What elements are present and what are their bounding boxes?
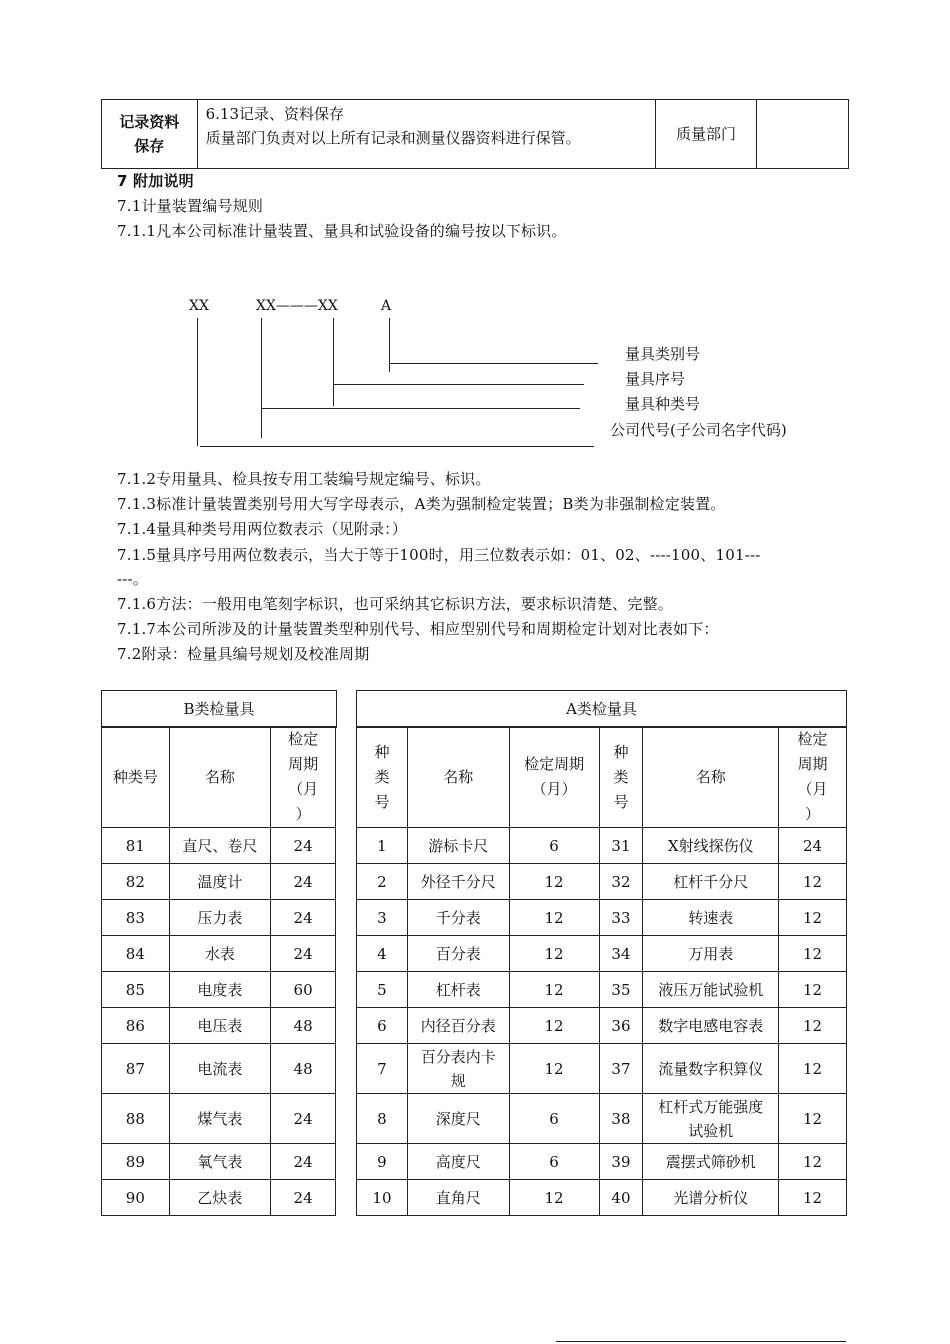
b-table-cell: 直尺、卷尺 bbox=[169, 828, 271, 864]
a-table-cell: 6 bbox=[357, 1008, 408, 1044]
a-table-cell: 7 bbox=[357, 1044, 408, 1094]
table-row bbox=[102, 1008, 336, 1044]
b-header-cell: 名称 bbox=[169, 727, 271, 828]
b-table-cell: 83 bbox=[102, 900, 170, 936]
record-content: 质量部门负责对以上所有记录和测量仪器资料进行保管。 bbox=[205, 129, 581, 147]
b-table-cell: 86 bbox=[102, 1008, 170, 1044]
a-header-cell: 名称 bbox=[643, 727, 779, 828]
rule-7-1-2: 7.1.2专用量具、检具按专用工装编号规定编号、标识。 bbox=[117, 470, 491, 488]
a-table-cell: 12 bbox=[509, 1180, 599, 1216]
a-table-cell: 36 bbox=[599, 1008, 643, 1044]
a-table-cell: 24 bbox=[779, 828, 847, 864]
record-row bbox=[102, 100, 849, 169]
record-label: 记录资料保存 bbox=[119, 113, 180, 155]
table-row bbox=[102, 1180, 336, 1216]
table-row bbox=[102, 972, 336, 1008]
b-table-cell: 48 bbox=[271, 1044, 336, 1094]
rule-7-1-5: 7.1.5量具序号用两位数表示，当大于等于100时，用三位数表示如：01、02、----100、101--- bbox=[117, 546, 761, 564]
b-table-cell: 85 bbox=[102, 972, 170, 1008]
a-table-cell: 12 bbox=[509, 864, 599, 900]
a-table-cell: 12 bbox=[509, 1044, 599, 1094]
a-table-cell: 12 bbox=[779, 1008, 847, 1044]
a-table-cell: 外径千分尺 bbox=[407, 864, 509, 900]
a-table-cell: 流量数字积算仪 bbox=[643, 1044, 779, 1094]
a-table-cell: 直角尺 bbox=[407, 1180, 509, 1216]
a-table-title: A类检量具 bbox=[356, 690, 847, 728]
b-table-cell: 81 bbox=[102, 828, 170, 864]
b-table-cell: 24 bbox=[271, 864, 336, 900]
table-row bbox=[357, 1144, 847, 1180]
a-table-cell: 12 bbox=[779, 864, 847, 900]
leader-line bbox=[261, 318, 262, 438]
rule-7-1-3: 7.1.3标准计量装置类别号用大写字母表示，A类为强制检定装置；B类为非强制检定装置。 bbox=[117, 495, 726, 513]
a-table-cell: 33 bbox=[599, 900, 643, 936]
record-blank bbox=[757, 100, 849, 169]
a-table-cell: 3 bbox=[357, 900, 408, 936]
label-type-number: 量具种类号 bbox=[625, 395, 701, 413]
table-row bbox=[102, 900, 336, 936]
b-header-row bbox=[102, 727, 336, 828]
a-header-row bbox=[357, 727, 847, 828]
rule-7-1-7: 7.1.7本公司所涉及的计量装置类型种别代号、相应型别代号和周期检定计划对比表如下： bbox=[117, 620, 719, 638]
a-table-cell: 8 bbox=[357, 1094, 408, 1144]
b-header-cell: 检定 周期 （月 ） bbox=[271, 727, 336, 828]
b-table-cell: 煤气表 bbox=[169, 1094, 271, 1144]
a-table-cell: 32 bbox=[599, 864, 643, 900]
code-part-class: A bbox=[381, 298, 392, 314]
a-header-cell: 检定周期 （月） bbox=[509, 727, 599, 828]
a-table-cell: 数字电感电容表 bbox=[643, 1008, 779, 1044]
table-row bbox=[357, 1008, 847, 1044]
a-table-cell: 2 bbox=[357, 864, 408, 900]
a-table-cell: 高度尺 bbox=[407, 1144, 509, 1180]
a-table-cell: 转速表 bbox=[643, 900, 779, 936]
a-table-cell: 杠杆千分尺 bbox=[643, 864, 779, 900]
table-row bbox=[102, 828, 336, 864]
a-table-cell: 6 bbox=[509, 1094, 599, 1144]
a-table-cell: 35 bbox=[599, 972, 643, 1008]
a-header-cell: 种 类 号 bbox=[599, 727, 643, 828]
a-table-cell: 12 bbox=[779, 1144, 847, 1180]
table-row bbox=[357, 900, 847, 936]
record-table bbox=[101, 99, 849, 169]
record-content-cell bbox=[197, 100, 655, 169]
a-table-cell: 百分表 bbox=[407, 936, 509, 972]
b-table-cell: 24 bbox=[271, 1144, 336, 1180]
a-table-cell: 光谱分析仪 bbox=[643, 1180, 779, 1216]
b-table-cell: 电度表 bbox=[169, 972, 271, 1008]
label-class-number: 量具类别号 bbox=[625, 345, 701, 363]
section-7-1: 7.1计量装置编号规则 bbox=[117, 197, 264, 215]
a-table-cell: 6 bbox=[509, 1144, 599, 1180]
a-header-cell: 名称 bbox=[407, 727, 509, 828]
a-table-cell: 液压万能试验机 bbox=[643, 972, 779, 1008]
leader-line bbox=[333, 384, 584, 385]
b-table-cell: 48 bbox=[271, 1008, 336, 1044]
a-table-cell: 游标卡尺 bbox=[407, 828, 509, 864]
leader-line bbox=[333, 318, 334, 406]
b-table-cell: 84 bbox=[102, 936, 170, 972]
b-table-cell: 82 bbox=[102, 864, 170, 900]
a-table-cell: 9 bbox=[357, 1144, 408, 1180]
code-part-type-serial: XX———XX bbox=[256, 298, 338, 314]
table-row bbox=[357, 1044, 847, 1094]
a-table-cell: 12 bbox=[779, 936, 847, 972]
b-table-cell: 24 bbox=[271, 1094, 336, 1144]
table-row bbox=[357, 828, 847, 864]
b-table-cell: 24 bbox=[271, 1180, 336, 1216]
b-table-cell: 24 bbox=[271, 900, 336, 936]
record-label-cell bbox=[102, 100, 198, 169]
leader-line bbox=[389, 363, 598, 364]
a-table-cell: 40 bbox=[599, 1180, 643, 1216]
a-table-cell: 杠杆表 bbox=[407, 972, 509, 1008]
rule-7-1-6: 7.1.6方法：一般用电笔刻字标识，也可采纳其它标识方法，要求标识清楚、完整。 bbox=[117, 595, 673, 613]
a-table-cell: 4 bbox=[357, 936, 408, 972]
record-section: 6.13记录、资料保存 bbox=[205, 105, 345, 123]
b-table-cell: 24 bbox=[271, 828, 336, 864]
rule-7-1-4: 7.1.4量具种类号用两位数表示（见附录：） bbox=[117, 520, 408, 538]
leader-line bbox=[197, 318, 198, 446]
a-table-cell: 万用表 bbox=[643, 936, 779, 972]
a-table-cell: 12 bbox=[509, 900, 599, 936]
b-table-title: B类检量具 bbox=[101, 690, 337, 728]
b-table-cell: 电压表 bbox=[169, 1008, 271, 1044]
a-table-cell: 12 bbox=[779, 1044, 847, 1094]
a-table-cell: 38 bbox=[599, 1094, 643, 1144]
a-table-cell: X射线探伤仪 bbox=[643, 828, 779, 864]
b-table-cell: 氧气表 bbox=[169, 1144, 271, 1180]
table-row bbox=[102, 864, 336, 900]
a-table-cell: 34 bbox=[599, 936, 643, 972]
table-row bbox=[102, 1094, 336, 1144]
b-table-cell: 压力表 bbox=[169, 900, 271, 936]
code-part-company: XX bbox=[189, 298, 209, 314]
a-header-cell: 检定 周期 （月 ） bbox=[779, 727, 847, 828]
b-table-cell: 电流表 bbox=[169, 1044, 271, 1094]
a-table-cell: 5 bbox=[357, 972, 408, 1008]
b-table-cell: 24 bbox=[271, 936, 336, 972]
table-row bbox=[357, 936, 847, 972]
a-table-cell: 百分表内卡 规 bbox=[407, 1044, 509, 1094]
section-7-1-1: 7.1.1凡本公司标准计量装置、量具和试验设备的编号按以下标识。 bbox=[117, 222, 567, 240]
table-row bbox=[102, 1144, 336, 1180]
table-row bbox=[102, 1044, 336, 1094]
table-row bbox=[357, 1180, 847, 1216]
a-header-cell: 种 类 号 bbox=[357, 727, 408, 828]
b-table-cell: 水表 bbox=[169, 936, 271, 972]
a-table-cell: 杠杆式万能强度 试验机 bbox=[643, 1094, 779, 1144]
table-row bbox=[357, 972, 847, 1008]
rule-7-2: 7.2附录：检量具编号规划及校准周期 bbox=[117, 645, 370, 663]
table-row bbox=[102, 936, 336, 972]
label-company-code: 公司代号(子公司名字代码) bbox=[610, 421, 787, 439]
a-table-cell: 12 bbox=[779, 1094, 847, 1144]
table-row bbox=[357, 1094, 847, 1144]
b-table-cell: 乙炔表 bbox=[169, 1180, 271, 1216]
b-table-cell: 88 bbox=[102, 1094, 170, 1144]
a-table-cell: 内径百分表 bbox=[407, 1008, 509, 1044]
rule-7-1-5-cont: ---。 bbox=[117, 570, 149, 588]
a-table-cell: 12 bbox=[779, 900, 847, 936]
a-table-cell: 12 bbox=[779, 1180, 847, 1216]
a-table-cell: 震摆式筛砂机 bbox=[643, 1144, 779, 1180]
footer-rule bbox=[556, 1341, 846, 1342]
leader-line bbox=[200, 446, 594, 447]
label-serial-number: 量具序号 bbox=[625, 370, 686, 388]
b-table-cell: 87 bbox=[102, 1044, 170, 1094]
a-class-table bbox=[356, 726, 847, 1216]
a-table-cell: 6 bbox=[509, 828, 599, 864]
a-table-cell: 12 bbox=[779, 972, 847, 1008]
a-table-cell: 12 bbox=[509, 936, 599, 972]
a-table-cell: 12 bbox=[509, 972, 599, 1008]
b-table-cell: 60 bbox=[271, 972, 336, 1008]
section-7-heading: 7 附加说明 bbox=[117, 172, 194, 190]
a-table-cell: 深度尺 bbox=[407, 1094, 509, 1144]
a-table-cell: 1 bbox=[357, 828, 408, 864]
table-row bbox=[357, 864, 847, 900]
a-table-cell: 10 bbox=[357, 1180, 408, 1216]
a-table-cell: 千分表 bbox=[407, 900, 509, 936]
a-table-cell: 37 bbox=[599, 1044, 643, 1094]
b-class-table bbox=[101, 726, 336, 1216]
a-table-cell: 12 bbox=[509, 1008, 599, 1044]
a-table-cell: 31 bbox=[599, 828, 643, 864]
record-dept: 质量部门 bbox=[655, 100, 757, 169]
leader-line bbox=[261, 408, 580, 409]
a-table-cell: 39 bbox=[599, 1144, 643, 1180]
b-table-cell: 89 bbox=[102, 1144, 170, 1180]
b-table-cell: 温度计 bbox=[169, 864, 271, 900]
b-table-cell: 90 bbox=[102, 1180, 170, 1216]
b-header-cell: 种类号 bbox=[102, 727, 170, 828]
